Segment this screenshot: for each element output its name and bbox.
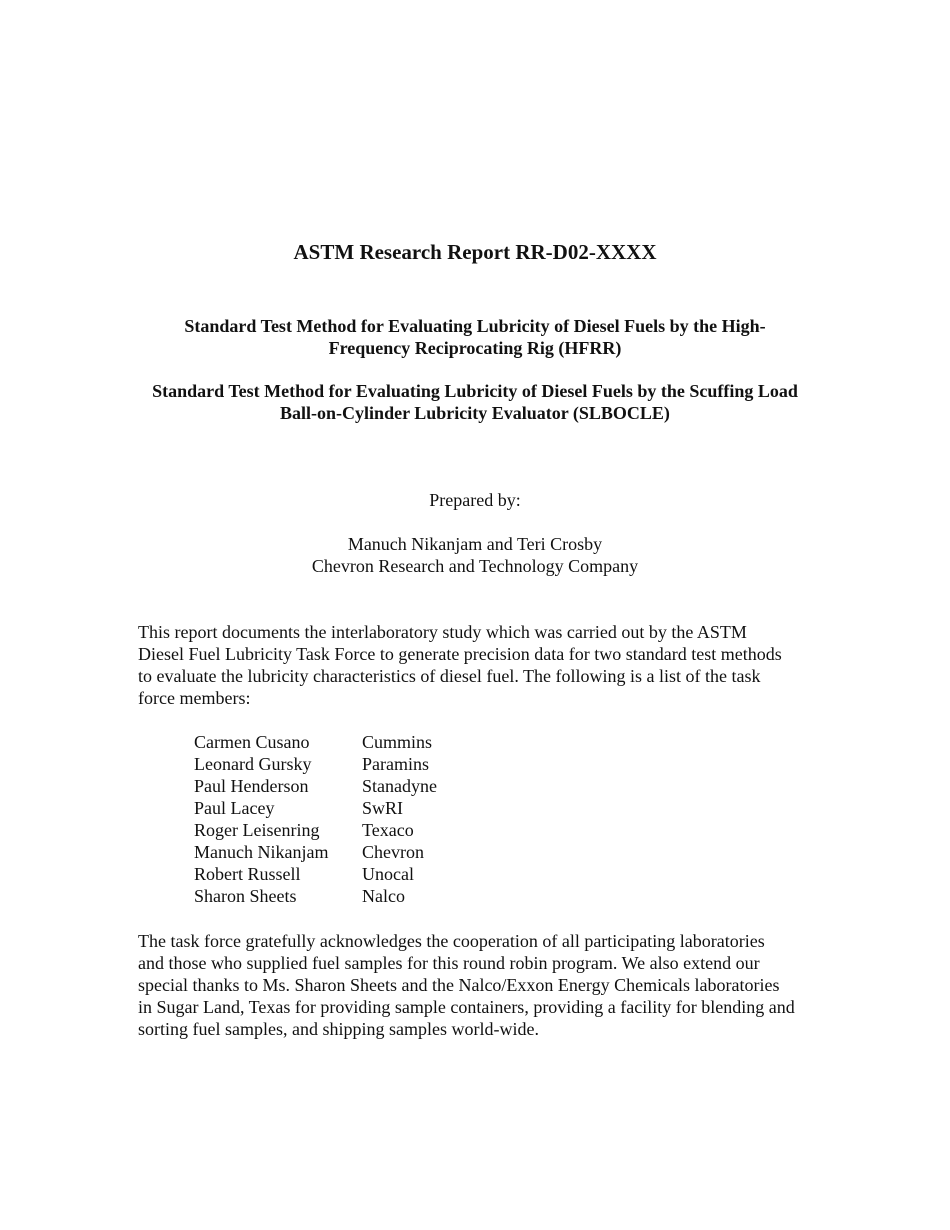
authors: Manuch Nikanjam and Teri Crosby — [347, 534, 603, 554]
member-row — [194, 775, 437, 797]
member-organization: Chevron — [362, 842, 424, 862]
member-organization: Nalco — [362, 886, 405, 906]
member-name: Paul Henderson — [194, 776, 309, 796]
method-title-slbocle — [130, 380, 820, 424]
member-row — [194, 863, 437, 885]
task-force-member-list — [194, 731, 437, 907]
member-name: Robert Russell — [194, 864, 301, 884]
member-row — [194, 753, 437, 775]
prepared-by-label: Prepared by: — [429, 490, 521, 510]
member-organization: Texaco — [362, 820, 414, 840]
member-name: Leonard Gursky — [194, 754, 312, 774]
member-organization: Stanadyne — [362, 776, 437, 796]
member-name: Manuch Nikanjam — [194, 842, 329, 862]
acknowledgement-paragraph: The task force gratefully acknowledges the cooperation of all participating laboratories and those who supplied fuel samples for this round robin program. We also extend our special thanks to Ms. Sharon Sheets and the Nalco/Exxon Energy Chemicals laboratories in Sugar Land, Texas for providing sample containers, providing a facility for blending and sorting fuel samples, and shipping samples world-wide. — [138, 931, 795, 1039]
member-organization: SwRI — [362, 798, 404, 818]
member-name: Carmen Cusano — [194, 732, 310, 752]
member-organization: Paramins — [362, 754, 429, 774]
report-title: ASTM Research Report RR-D02-XXXX — [293, 240, 657, 264]
member-row — [194, 885, 437, 907]
method-title-hfrr — [130, 315, 820, 359]
member-organization: Unocal — [362, 864, 414, 884]
member-organization: Cummins — [362, 732, 433, 752]
member-name: Paul Lacey — [194, 798, 275, 818]
method-title-slbocle-text: Standard Test Method for Evaluating Lubricity of Diesel Fuels by the Scuffing Load Ball-on-Cylinder Lubricity Evaluator (SLBOCLE) — [152, 381, 798, 423]
member-row — [194, 731, 437, 753]
member-name: Roger Leisenring — [194, 820, 320, 840]
intro-paragraph: This report documents the interlaboratory study which was carried out by the ASTM Diesel Fuel Lubricity Task Force to generate precision data for two standard test methods to evaluate the lubricity characteristics of diesel fuel. The following is a list of the task force members: — [138, 622, 782, 708]
member-row — [194, 819, 437, 841]
member-row — [194, 841, 437, 863]
company: Chevron Research and Technology Company — [311, 556, 639, 576]
member-row — [194, 797, 437, 819]
member-name: Sharon Sheets — [194, 886, 297, 906]
method-title-hfrr-text: Standard Test Method for Evaluating Lubricity of Diesel Fuels by the High- Frequency Reciprocating Rig (HFRR) — [184, 316, 766, 358]
